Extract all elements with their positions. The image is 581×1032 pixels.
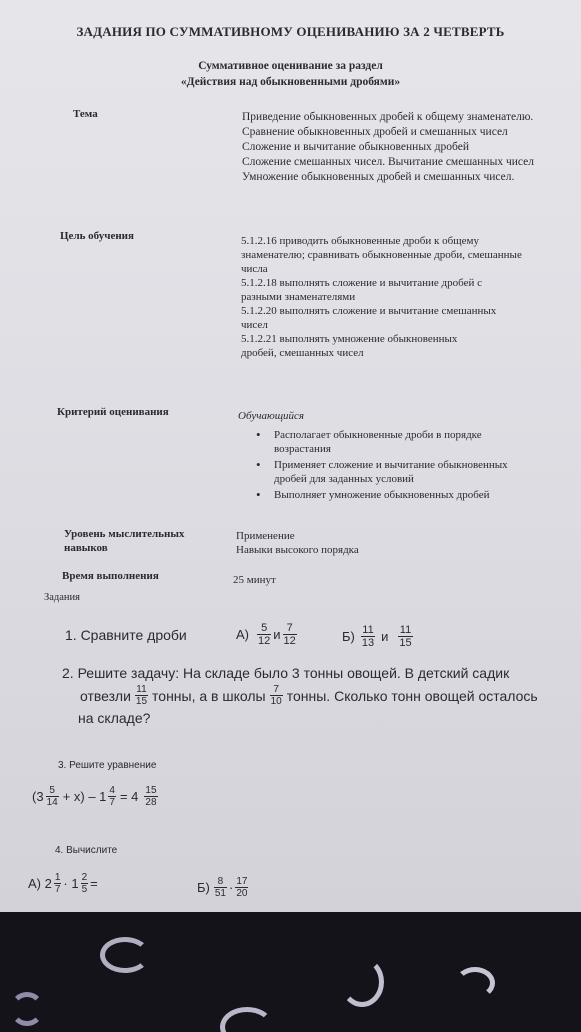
goal-line: дробей, смешанных чисел <box>241 347 364 359</box>
fabric-pattern <box>340 957 384 1007</box>
topic-line: Сравнение обыкновенных дробей и смешанных чисел <box>242 126 508 138</box>
goal-line: числа <box>241 263 268 275</box>
fabric-pattern <box>100 937 150 973</box>
fabric-pattern <box>10 992 44 1026</box>
task-4-text: 4. Вычислите <box>55 845 118 856</box>
task-1-text: 1. Сравните дроби <box>65 627 187 643</box>
task-4-option-a: А) 2 $\frac{1}{7}$ · 1 $\frac{2}{5}$ = <box>28 872 98 895</box>
fabric-background <box>0 912 581 1032</box>
topic-label: Тема <box>73 108 98 120</box>
task-2-line-1: 2. Решите задачу: На складе было 3 тонны овощей. В детский садик <box>62 665 510 681</box>
goal-line: чисел <box>241 319 268 331</box>
goal-line: разными знаменателями <box>241 291 356 303</box>
goal-value <box>241 234 522 360</box>
topic-line: Приведение обыкновенных дробей к общему знаменателю. <box>242 111 534 123</box>
topic-line: Сложение и вычитание обыкновенных дробей <box>242 141 469 153</box>
goal-line: 5.1.2.18 выполнять сложение и вычитание дробей с <box>241 277 482 289</box>
goal-line: 5.1.2.16 приводить обыкновенные дроби к общему <box>241 235 479 247</box>
task-3-equation: (3 $\frac{5}{14}$ + x) – 1 $\frac{4}{7}$ = 4 $\frac{15}{28}$ <box>32 785 157 808</box>
criteria-item: • Располагает обыкновенные дроби в порядке возрастания <box>254 428 508 456</box>
goal-line: знаменателю; сравнивать обыкновенные дроби, смешанные <box>241 249 522 261</box>
level-value: Применение Навыки высокого порядка <box>236 530 359 556</box>
goal-label: Цель обучения <box>60 230 134 242</box>
topic-line: Умножение обыкновенных дробей и смешанных чисел. <box>242 171 515 183</box>
task-2-line-2: отвезли $\frac{11}{15}$ тонны, а в школы $\frac{7}{10}$ тонны. Сколько тонн овощей осталось <box>80 684 538 707</box>
section-subtitle: Суммативное оценивание за раздел <box>198 60 383 72</box>
task-4-option-b: Б) $\frac{8}{51}$ · $\frac{17}{20}$ <box>197 876 248 899</box>
task-1-option-a: А) $\frac{5}{12}$ и $\frac{7}{12}$ <box>236 622 296 647</box>
task-2-line-3: на складе? <box>78 710 151 726</box>
criteria-label: Критерий оценивания <box>57 406 169 418</box>
document-title: ЗАДАНИЯ ПО СУММАТИВНОМУ ОЦЕНИВАНИЮ ЗА 2 ЧЕТВЕРТЬ <box>76 24 505 39</box>
criteria-item: • Применяет сложение и вычитание обыкновенных дробей для заданных условий <box>254 458 508 486</box>
task-1-option-b: Б) $\frac{11}{13}$ и $\frac{11}{15}$ <box>342 624 412 649</box>
goal-line: 5.1.2.21 выполнять умножение обыкновенных <box>241 333 458 345</box>
task-3-text: 3. Решите уравнение <box>58 760 157 771</box>
topic-value <box>242 110 534 185</box>
tasks-heading: Задания <box>44 592 80 603</box>
criteria-list <box>254 428 508 504</box>
time-label: Время выполнения <box>62 570 159 582</box>
criteria-intro: Обучающийся <box>238 410 305 422</box>
criteria-item: • Выполняет умножение обыкновенных дробей <box>254 488 508 502</box>
level-label: Уровень мыслительных навыков <box>64 528 185 554</box>
section-name: «Действия над обыкновенными дробями» <box>180 76 401 88</box>
time-value: 25 минут <box>233 574 276 586</box>
fabric-pattern <box>220 1007 274 1032</box>
fabric-pattern <box>455 967 495 999</box>
topic-line: Сложение смешанных чисел. Вычитание смешанных чисел <box>242 156 534 168</box>
goal-line: 5.1.2.20 выполнять сложение и вычитание смешанных <box>241 305 497 317</box>
